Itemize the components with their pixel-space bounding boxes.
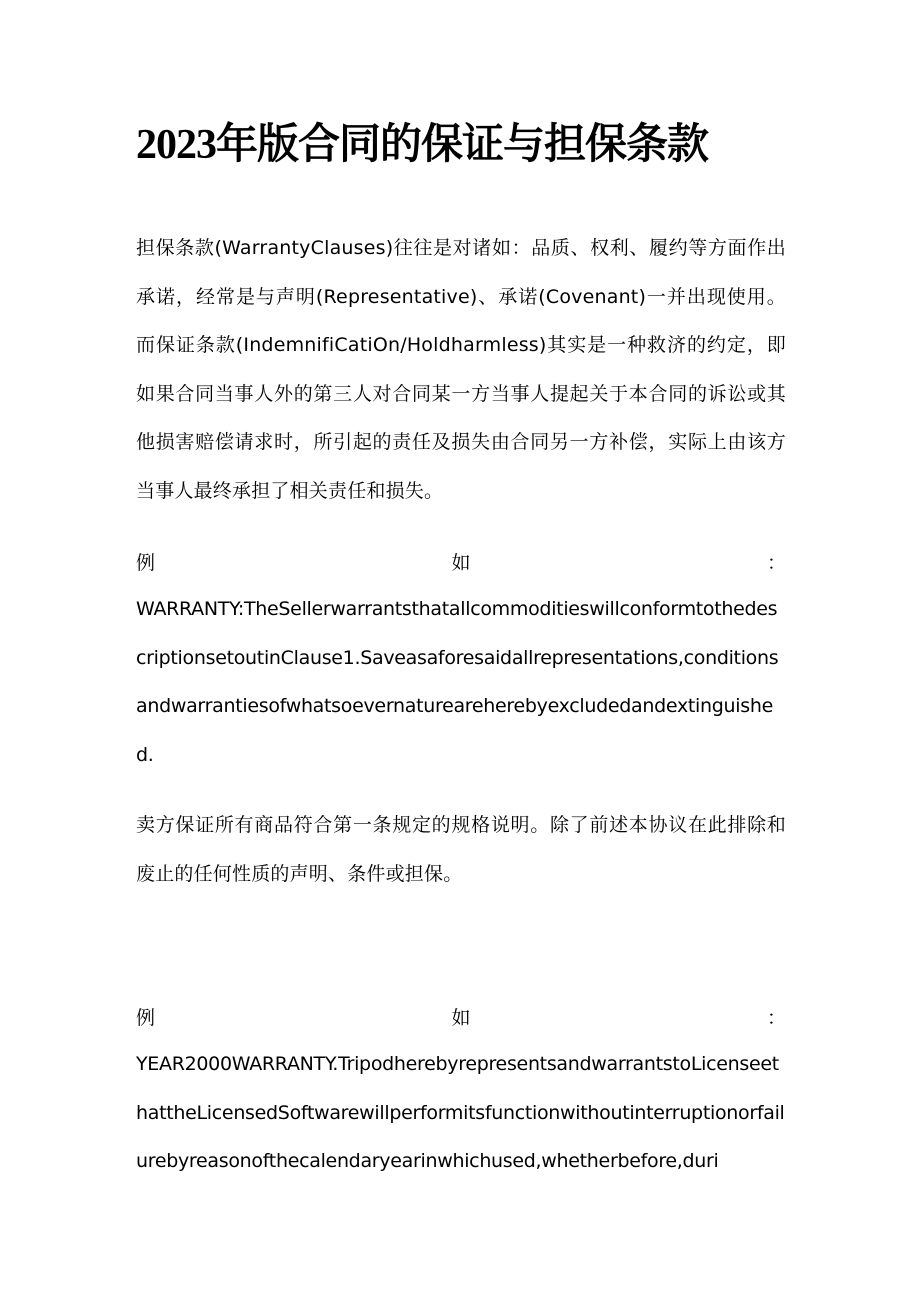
intro-paragraph: 担保条款(WarrantyClauses)往往是对诸如：品质、权利、履约等方面作出承诺，经常是与声明(Representative)、承诺(Covenant)一并出现使用。而保证条款(IndemnifiCatiOn/Holdharmless)其实是一种救济的约定，即如果合同当事人外的第三人对合同某一方当事人提起关于本合同的诉讼或其他损害赔偿请求时，所引起的责任及损失由合同另一方补偿，实际上由该方当事人最终承担了相关责任和损失。 bbox=[136, 237, 786, 502]
example-label-colon: ： bbox=[766, 1006, 786, 1029]
example-label-char-ru: 如 bbox=[451, 1006, 471, 1029]
example-label-colon: ： bbox=[766, 551, 786, 574]
example-label-char-li: 例 bbox=[136, 1006, 156, 1029]
example-label-2 bbox=[136, 992, 786, 1040]
title-text: 年版合同的保证与担保条款 bbox=[216, 119, 709, 168]
example-label-char-ru: 如 bbox=[451, 551, 471, 574]
warranty-clause-translation: 卖方保证所有商品符合第一条规定的规格说明。除了前述本协议在此排除和废止的任何性质的声明、条件或担保。 bbox=[136, 814, 786, 885]
example-label-char-li: 例 bbox=[136, 551, 156, 574]
example-label-1 bbox=[136, 537, 786, 585]
warranty-clause-english: WARRANTY:TheSellerwarrantsthatallcommoditieswillconformtothedescriptionsetoutinClause1.Saveasaforesaidallrepresentations,conditionsandwarrantiesofwhatsoevernatureareherebyexcludedandextinguished. bbox=[136, 598, 779, 766]
document-title bbox=[136, 112, 708, 177]
year2000-warranty-english: YEAR2000WARRANTY.TripodherebyrepresentsandwarrantstoLicenseethattheLicensedSoftwarewillperformitsfunctionwithoutinterruptionorfailurebyreasonofthecalendaryearinwhichused,whetherbefore,duri bbox=[136, 1053, 785, 1172]
title-year: 2023 bbox=[136, 122, 216, 168]
